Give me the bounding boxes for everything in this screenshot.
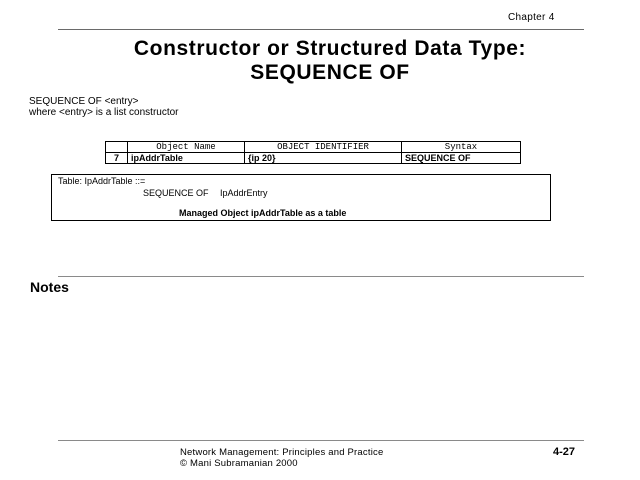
header-object-identifier: OBJECT IDENTIFIER	[245, 142, 402, 153]
definition-keyword: SEQUENCE OF	[143, 188, 209, 198]
chapter-label: Chapter 4	[508, 12, 555, 23]
cell-index: 7	[106, 153, 128, 164]
body-line-2: where <entry> is a list constructor	[29, 107, 179, 118]
header-object-name: Object Name	[128, 142, 245, 153]
notes-heading: Notes	[30, 279, 69, 295]
footer-divider	[58, 440, 584, 441]
top-divider	[58, 29, 584, 30]
header-syntax: Syntax	[402, 142, 521, 153]
definition-box	[51, 174, 551, 221]
notes-divider	[58, 276, 584, 277]
cell-syntax: SEQUENCE OF	[402, 153, 521, 164]
page-number: 4-27	[553, 446, 576, 458]
object-table-header-row	[106, 142, 521, 153]
definition-caption: Managed Object ipAddrTable as a table	[179, 208, 347, 218]
header-index	[106, 142, 128, 153]
cell-object-identifier: {ip 20}	[245, 153, 402, 164]
page-title-line2: SEQUENCE OF	[250, 61, 410, 84]
definition-type: IpAddrEntry	[220, 188, 268, 198]
table-row	[106, 153, 521, 164]
definition-line: Table: IpAddrTable ::=	[58, 176, 146, 186]
footer-copyright: © Mani Subramanian 2000	[180, 458, 298, 469]
cell-object-name: ipAddrTable	[128, 153, 245, 164]
object-table	[105, 141, 521, 164]
footer-book-title: Network Management: Principles and Practice	[180, 447, 384, 458]
body-line-1: SEQUENCE OF <entry>	[29, 96, 139, 107]
page-title-line1: Constructor or Structured Data Type:	[133, 37, 527, 60]
